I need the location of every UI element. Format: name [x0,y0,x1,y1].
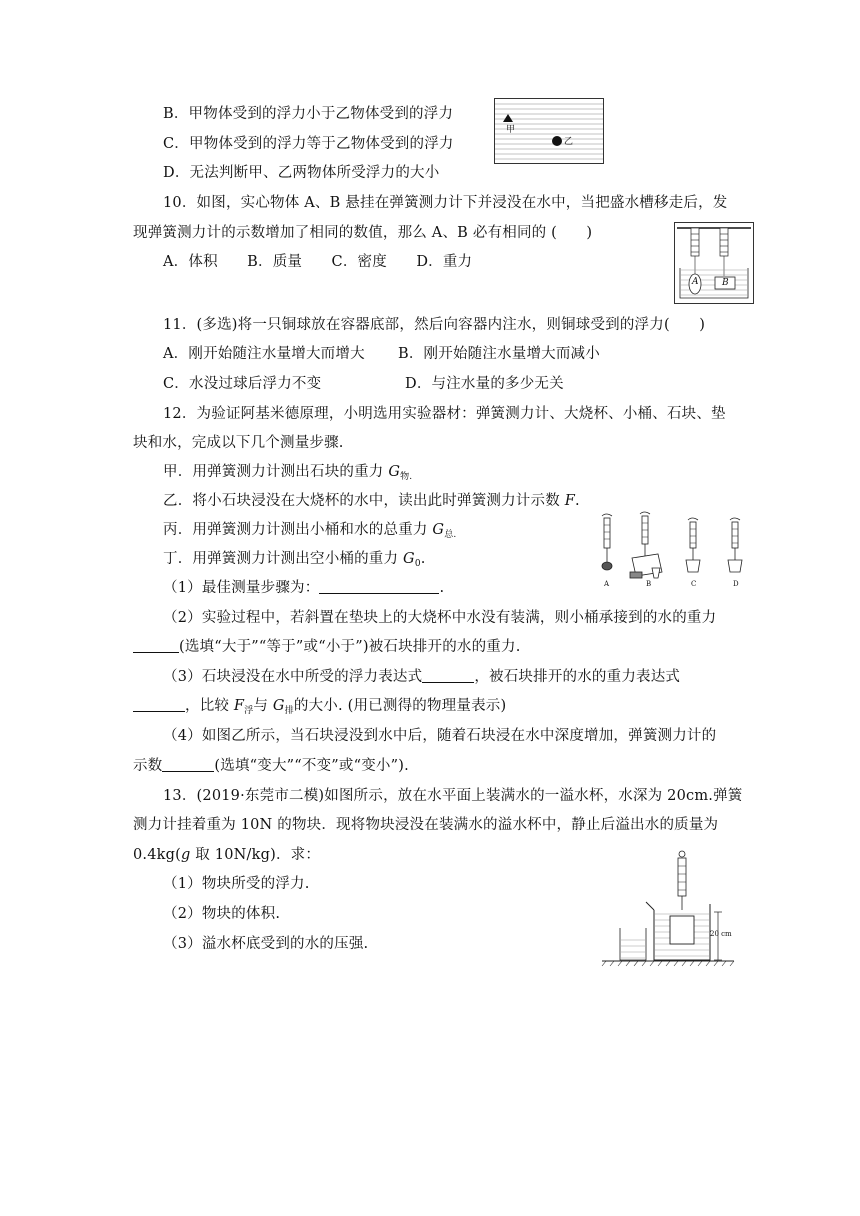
q12-stem-line2: 块和水，完成以下几个测量步骤. [133,435,344,451]
q11-option-c: C．水没过球后浮力不变 [163,376,322,392]
q13-stem-line1: 13．(2019·东莞市二模)如图所示，放在水平面上装满水的一溢水杯，水深为 20cm.弹簧 [163,788,743,804]
q13-stem-line3: 0.4kg(g 取 10N/kg)．求： [133,847,321,863]
q11-option-d: D．与注水量的多少无关 [405,376,564,392]
q12-sub2-blank[interactable] [133,637,179,653]
q12-fig-label-b: B [646,580,652,588]
q9-water-figure [494,98,604,164]
q11-stem: 11．(多选)将一只铜球放在容器底部，然后向容器内注水，则铜球受到的浮力( ) [163,317,706,333]
q12-sub2-line2: (选填“大于”“等于”或“小于”)被石块排开的水的重力. [133,637,521,657]
q12-sub3-line2: ，比较 $F_浮$与 $G_排$的大小. (用已测得的物理量表示) [133,696,506,721]
q9-label-jia: 甲 [506,125,516,135]
q9-option-d: D．无法判断甲、乙两物体所受浮力的大小 [163,165,440,181]
q12-sub1-blank[interactable] [319,578,439,594]
q10-spring-scale-figure [674,222,754,304]
q13-stem-line2: 测力计挂着重为 10N 的物块．现将物块浸没在装满水的溢水杯中，静止后溢出水的质量为 [133,817,719,833]
q10-label-a: A [692,277,699,287]
q13-sub2: （2）物块的体积. [163,906,281,922]
q12-sub3-blank-1[interactable] [422,667,474,683]
q10-options: A．体积 B．质量 C．密度 D．重力 [163,254,473,270]
q12-fig-label-d: D [733,580,739,588]
q12-step-yi: 乙．将小石块浸没在大烧杯的水中，读出此时弹簧测力计示数 F. [163,493,580,509]
q9-label-yi: 乙 [564,137,574,147]
q13-depth-label: 20 cm [710,930,732,938]
q12-sub4-line1: （4）如图乙所示，当石块浸没到水中后，随着石块浸在水中深度增加，弹簧测力计的 [163,728,717,744]
q11-option-a: A．刚开始随注水量增大而增大 [163,346,365,362]
q10-stem-line1: 10．如图，实心物体 A、B 悬挂在弹簧测力计下并浸没在水中，当把盛水槽移走后，发 [163,195,728,211]
q10-label-b: B [722,278,729,288]
q13-sub3: （3）溢水杯底受到的水的压强. [163,936,369,952]
q13-overflow-cup-figure [598,848,738,968]
q12-sub3-line1: （3）石块浸没在水中所受的浮力表达式 ，被石块排开的水的重力表达式 [163,669,681,685]
q11-option-b: B．刚开始随注水量增大而减小 [398,346,600,362]
q12-experiment-figure [596,510,756,590]
q12-step-bing: 丙．用弹簧测力计测出小桶和水的总重力 $G_{总.}$ [163,522,457,540]
q12-fig-label-c: C [691,580,697,588]
q12-sub1: （1）最佳测量步骤为： . [163,580,445,596]
q12-sub2-line1: （2）实验过程中，若斜置在垫块上的大烧杯中水没有装满，则小桶承接到的水的重力 [163,610,717,626]
q9-option-c: C．甲物体受到的浮力等于乙物体受到的浮力 [163,136,454,152]
q12-step-jia: 甲．用弹簧测力计测出石块的重力 $G_{物.}$ [163,464,413,482]
q12-sub3-blank-2[interactable] [133,696,185,712]
q12-stem-line1: 12．为验证阿基米德原理，小明选用实验器材：弹簧测力计、大烧杯、小桶、石块、垫 [163,406,726,422]
q12-step-ding: 丁．用弹簧测力计测出空小桶的重力 $G_0$. [163,551,426,569]
q12-fig-label-a: A [604,580,610,588]
q10-stem-line2: 现弹簧测力计的示数增加了相同的数值，那么 A、B 必有相同的 ( ) [133,225,593,241]
q12-sub4-line2: 示数 (选填“变大”“不变”或“变小”). [133,758,409,774]
q9-option-b: B．甲物体受到的浮力小于乙物体受到的浮力 [163,106,454,122]
q13-sub1: （1）物块所受的浮力. [163,876,310,892]
q12-sub4-blank[interactable] [162,756,214,772]
